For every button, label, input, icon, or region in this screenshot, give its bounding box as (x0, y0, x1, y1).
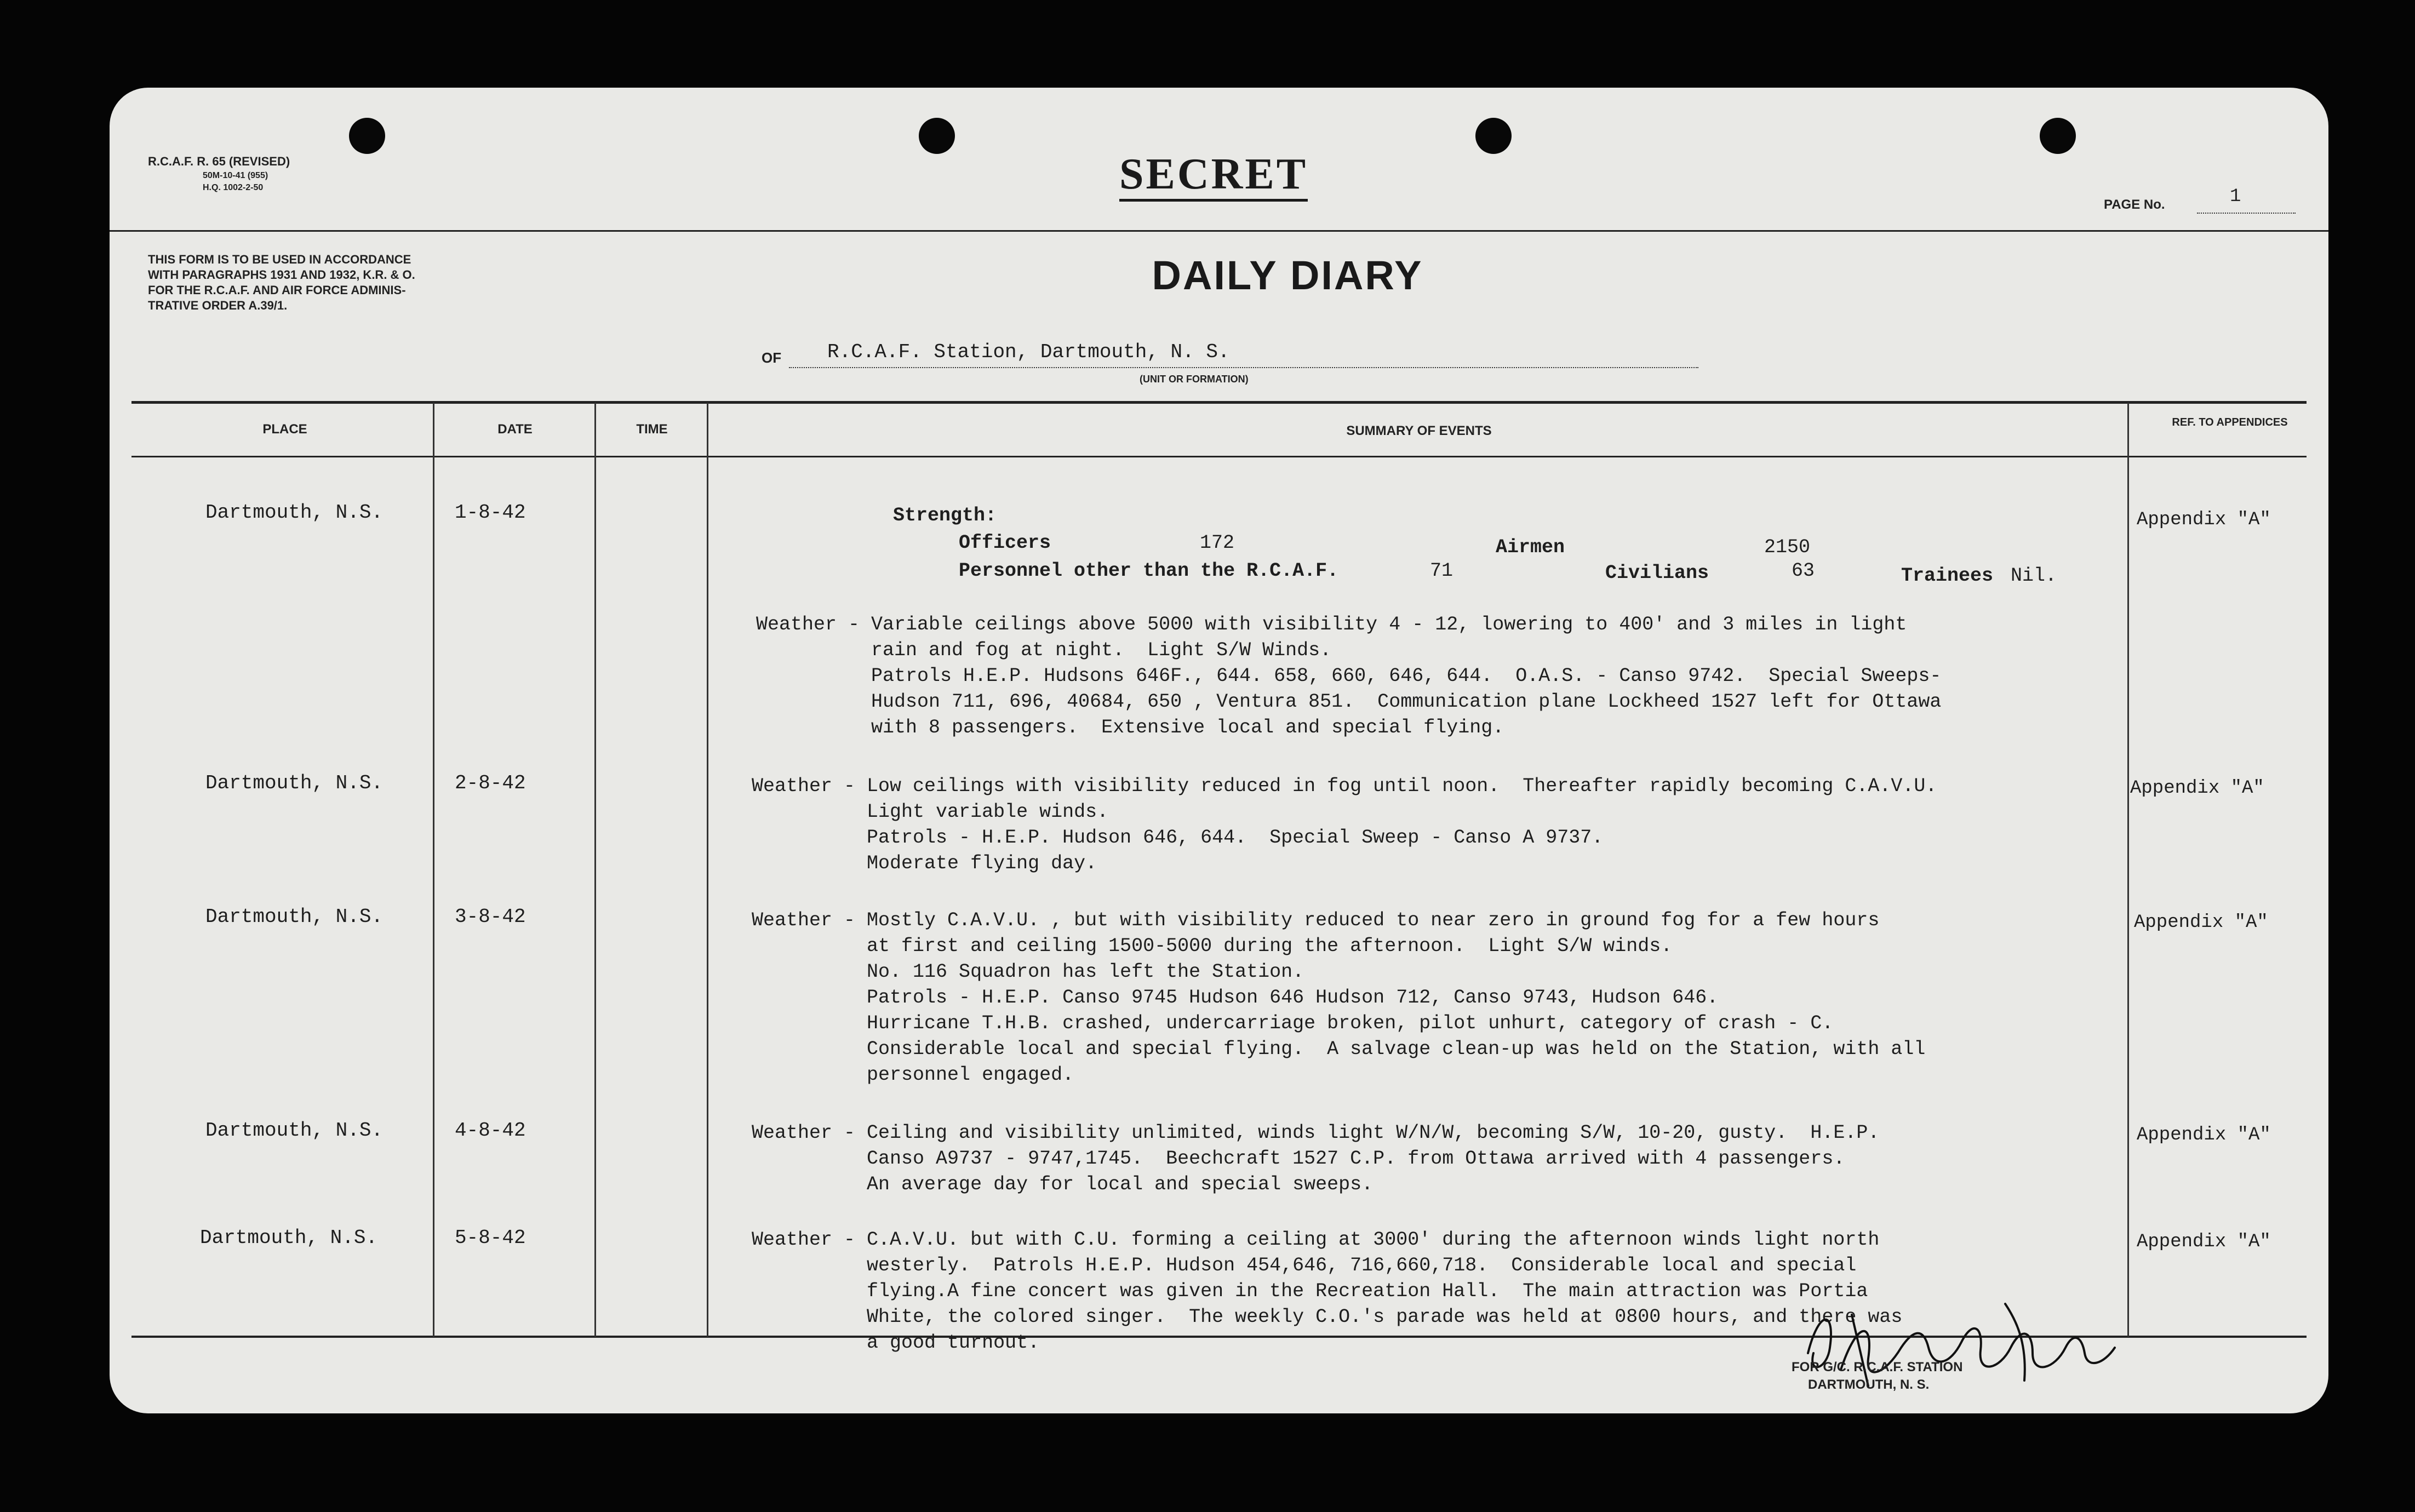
officers-value: 172 (1200, 532, 1235, 554)
column-divider (594, 403, 596, 1337)
page-title: DAILY DIARY (1152, 253, 1423, 298)
airmen-label: Airmen (1496, 536, 1565, 558)
classification-stamp: SECRET (1119, 150, 1308, 202)
form-code (148, 153, 290, 194)
personnel-value: 71 (1430, 560, 1453, 582)
unit-label: OF (762, 350, 782, 366)
entry-appendix: Appendix "A" (2130, 778, 2264, 799)
strength-label: Strength: (893, 505, 997, 526)
divider (2197, 213, 2296, 214)
airmen-value: 2150 (1764, 536, 1811, 558)
station-stamp-line: FOR G/C. R.C.A.F. STATION (1792, 1360, 1963, 1374)
unit-caption: (UNIT OR FORMATION) (1140, 374, 1249, 385)
column-header-summary: SUMMARY OF EVENTS (1346, 423, 1492, 438)
entry-summary: Weather - Mostly C.A.V.U. , but with visibility reduced to near zero in ground fog for a few hours at first and ceiling 1500-5000 during the afternoon. Light S/W winds. No. 116 Squadron has left the Station. Patrols - H.E.P. Canso 9745 Hudson 646 Hudson 712, Canso 9743, Hudson 646. Hurricane T.H.B. crashed, undercarriage broken, pilot unhurt, category of crash - C. Considerable local and special flying. A salvage clean-up was held on the Station, with all personnel engaged. (752, 909, 1926, 1086)
entry-summary: Weather - Variable ceilings above 5000 with visibility 4 - 12, lowering to 400' and 3 miles in light rain and fog at night. Light S/W Winds. Patrols H.E.P. Hudsons 646F., 644. 658, 660, 646, 644. O.A.S. - Canso 9742. Special Sweeps- Hudson 711, 696, 40684, 650 , Ventura 851. Communication plane Lockheed 1527 left for Ottawa with 8 passengers. Extensive local and special flying. (756, 614, 1942, 738)
divider (789, 367, 1698, 368)
unit-name: R.C.A.F. Station, Dartmouth, N. S. (827, 341, 1230, 363)
diary-form-card (110, 88, 2328, 1413)
entry-place: Dartmouth, N.S. (205, 501, 384, 524)
column-header-appendices: REF. TO APPENDICES (2172, 416, 2288, 428)
column-divider (707, 403, 708, 1337)
column-divider (433, 403, 434, 1337)
table-top-rule (131, 401, 2307, 404)
trainees-value: Nil. (2011, 565, 2057, 587)
form-code-line: R.C.A.F. R. 65 (REVISED) (148, 154, 290, 168)
form-code-line: H.Q. 1002-2-50 (203, 183, 264, 192)
entry-place: Dartmouth, N.S. (200, 1227, 378, 1249)
station-stamp (1792, 1359, 1962, 1394)
entry-summary: Weather - Low ceilings with visibility reduced in fog until noon. Thereafter rapidly becoming C.A.V.U. Light variable winds. Patrols - H.E.P. Hudson 646, 644. Special Sweep - Canso A 9737. Moderate flying day. (752, 775, 1937, 874)
column-header-time: TIME (636, 422, 668, 437)
divider (110, 230, 2328, 232)
entry-place: Dartmouth, N.S. (205, 772, 384, 794)
entry-summary: Weather - Ceiling and visibility unlimited, winds light W/N/W, becoming S/W, 10-20, gusty. H.E.P. Canso A9737 - 9747,1745. Beechcraft 1527 C.P. from Ottawa arrived with 4 passengers. An average day for local and special sweeps. (752, 1122, 1880, 1195)
form-instruction: THIS FORM IS TO BE USED IN ACCORDANCE WITH PARAGRAPHS 1931 AND 1932, K.R. & O. FOR THE R.C.A.F. AND AIR FORCE ADMINIS- TRATIVE ORDER A.39/1. (148, 253, 415, 312)
punch-hole (349, 118, 385, 154)
civilians-label: Civilians (1605, 562, 1709, 584)
entry-appendix: Appendix "A" (2134, 912, 2268, 933)
entry-place: Dartmouth, N.S. (205, 1119, 384, 1142)
entry-appendix: Appendix "A" (2137, 1125, 2271, 1146)
trainees-label: Trainees (1901, 565, 1994, 587)
entry-date: 2-8-42 (455, 772, 526, 794)
station-stamp-line: DARTMOUTH, N. S. (1808, 1377, 1930, 1392)
punch-hole (1475, 118, 1512, 154)
page-number: 1 (2230, 186, 2241, 207)
entry-date: 3-8-42 (455, 906, 526, 928)
personnel-label: Personnel other than the R.C.A.F. (959, 560, 1339, 582)
entry-summary: Weather - C.A.V.U. but with C.U. forming a ceiling at 3000' during the afternoon winds light north westerly. Patrols H.E.P. Hudson 454,646, 716,660,718. Considerable local and special flying.A fine concert was given in the Recreation Hall. The main attraction was Portia White, the colored singer. The weekly C.O.'s parade was held at 0800 hours, and there was a good turnout. (752, 1229, 1903, 1354)
column-divider (2127, 403, 2129, 1337)
header-rule (131, 456, 2307, 457)
entry-date: 5-8-42 (455, 1227, 526, 1249)
entry-appendix: Appendix "A" (2137, 509, 2271, 530)
civilians-value: 63 (1792, 560, 1815, 582)
punch-hole (2040, 118, 2076, 154)
entry-appendix: Appendix "A" (2137, 1232, 2271, 1252)
entry-date: 4-8-42 (455, 1119, 526, 1142)
punch-hole (919, 118, 955, 154)
column-header-date: DATE (497, 422, 533, 437)
form-code-line: 50M-10-41 (955) (203, 171, 268, 180)
column-header-place: PLACE (262, 422, 307, 437)
entry-date: 1-8-42 (455, 501, 526, 524)
entry-place: Dartmouth, N.S. (205, 906, 384, 928)
page-number-label: PAGE No. (2104, 197, 2165, 212)
officers-label: Officers (959, 532, 1051, 554)
